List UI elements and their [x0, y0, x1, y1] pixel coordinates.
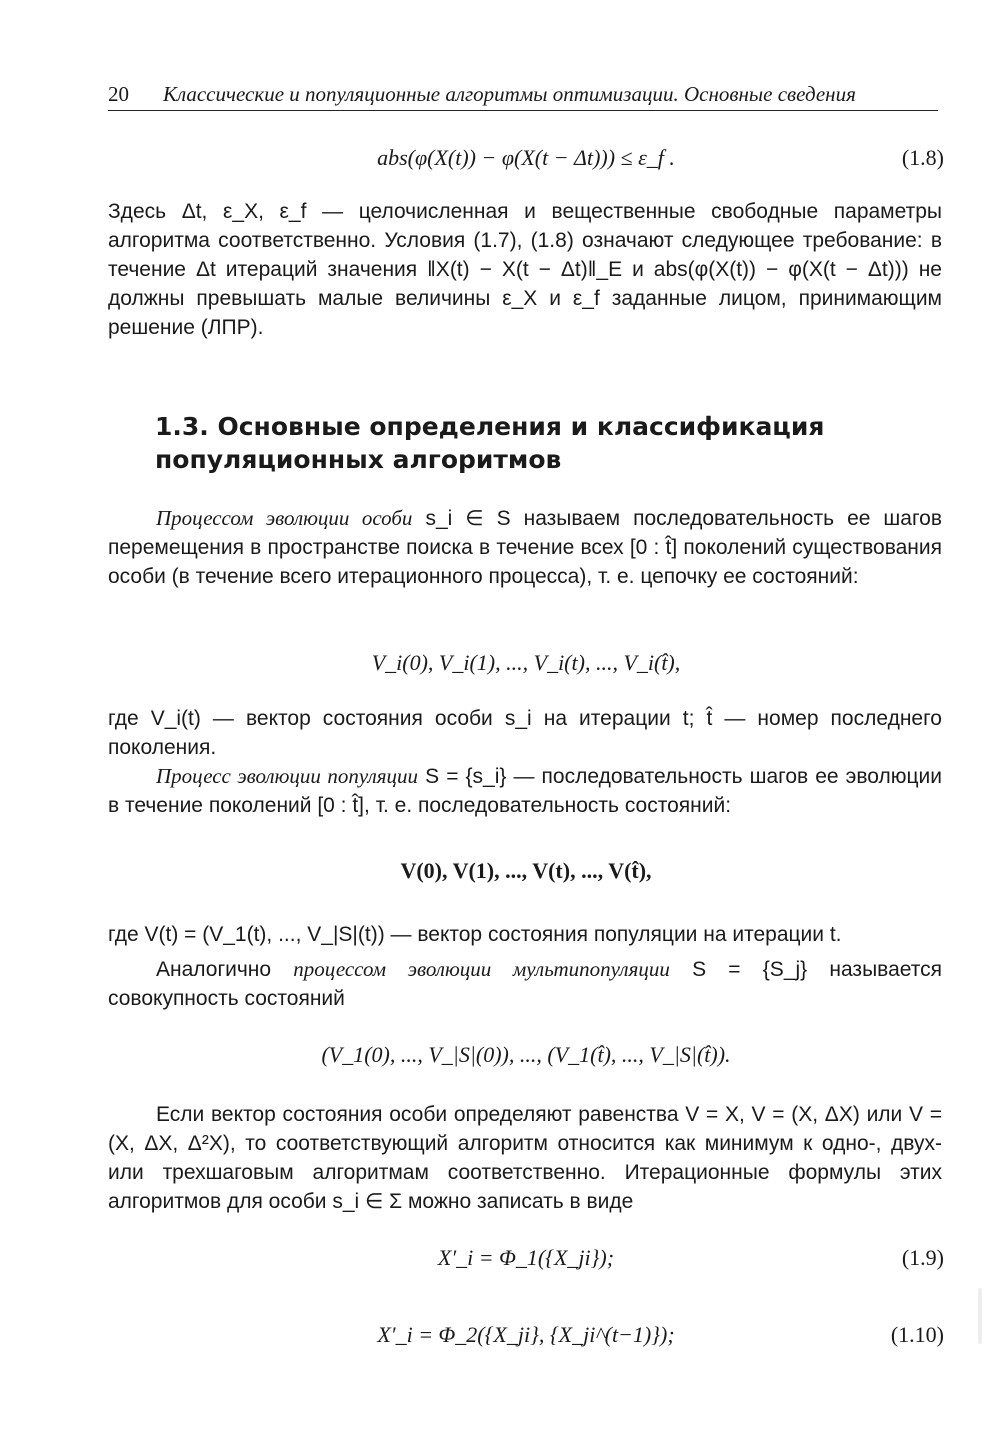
term-population-evolution: Процесс эволюции популяции — [156, 764, 419, 788]
scrollbar[interactable] — [978, 1288, 982, 1344]
equation-1-8-number: (1.8) — [901, 145, 944, 170]
term-individual-evolution: Процессом эволюции особи — [156, 506, 413, 530]
equation-1-9-formula: X′_i = Φ_1({X_ji}); — [437, 1245, 615, 1270]
paragraph-multipopulation-text: S = {S_j} называется совокупность состояний — [108, 958, 942, 1010]
equation-1-8 — [108, 145, 944, 171]
equation-individual-states — [108, 650, 944, 676]
section-heading: 1.3. Основные определения и классификация популяционных алгоритмов — [155, 412, 825, 474]
paragraph-population-evolution — [108, 762, 942, 820]
equation-1-10-formula: X′_i = Φ_2({X_ji}, {X_ji^(t−1)}); — [377, 1322, 675, 1347]
equation-population-states-formula: V(0), V(1), ..., V(t), ..., V(t̂), — [400, 858, 652, 883]
paragraph-individual-evolution — [108, 504, 942, 591]
equation-1-9 — [108, 1245, 944, 1271]
running-title: Классические и популяционные алгоритмы оптимизации. Основные сведения — [163, 82, 856, 106]
paragraph-parameters: Здесь Δt, ε_X, ε_f — целочисленная и вещественные свободные параметры алгоритма соответственно. Условия (1.7), (1.8) означают следующее требование: в течение Δt итераций значения ‖X(t) − X(t − Δt)‖_E и abs(φ(X(t)) − φ(X(t − Δt))) не должны превышать малые величины ε_X и ε_f заданные лицом, принимающим решение (ЛПР). — [108, 200, 942, 339]
equation-population-states — [108, 858, 944, 884]
paragraph-step-algorithms-text: Если вектор состояния особи определяют равенства V = X, V = (X, ΔX) или V = (X, ΔX, Δ²X), то соответствующий алгоритм относится как минимум к одно-, двух- или трехшаговым алгоритмам соответственно. Итерационные формулы этих алгоритмов для особи s_i ∈ Σ можно записать в виде — [108, 1103, 942, 1213]
equation-1-10 — [108, 1322, 944, 1348]
paragraph-population-evolution-text: S = {s_i} — последовательность шагов ее эволюции в течение поколений [0 : t̂], т. е. последовательность состояний: — [108, 765, 942, 817]
paragraph-population-vector: где V(t) = (V_1(t), ..., V_|S|(t)) — вектор состояния популяции на итерации t. — [108, 923, 842, 946]
paragraph-multipopulation-lead: Аналогично — [156, 958, 272, 981]
equation-individual-states-formula: V_i(0), V_i(1), ..., V_i(t), ..., V_i(t̂), — [371, 650, 681, 675]
equation-multipopulation-formula: (V_1(0), ..., V_|S|(0)), ..., (V_1(t̂), ..., V_|S|(t̂)). — [321, 1042, 731, 1067]
paragraph-multipopulation — [108, 955, 942, 1013]
running-header — [108, 80, 938, 111]
paragraph-state-vector: где V_i(t) — вектор состояния особи s_i на итерации t; t̂ — номер последнего поколения. — [108, 707, 942, 759]
equation-1-9-number: (1.9) — [901, 1245, 944, 1270]
equation-1-10-number: (1.10) — [890, 1322, 944, 1347]
page-number: 20 — [108, 82, 129, 106]
term-multipopulation-evolution: процессом эволюции мультипопуляции — [293, 957, 670, 981]
paragraph-individual-evolution-text: s_i ∈ S называем последовательность ее шагов перемещения в пространстве поиска в течение всех [0 : t̂] поколений существования особи (в течение всего итерационного процесса), т. е. цепочку ее состояний: — [108, 507, 942, 588]
equation-1-8-formula: abs(φ(X(t)) − φ(X(t − Δt))) ≤ ε_f . — [377, 145, 675, 170]
equation-multipopulation-states — [108, 1042, 944, 1068]
paragraph-step-algorithms — [108, 1100, 942, 1216]
